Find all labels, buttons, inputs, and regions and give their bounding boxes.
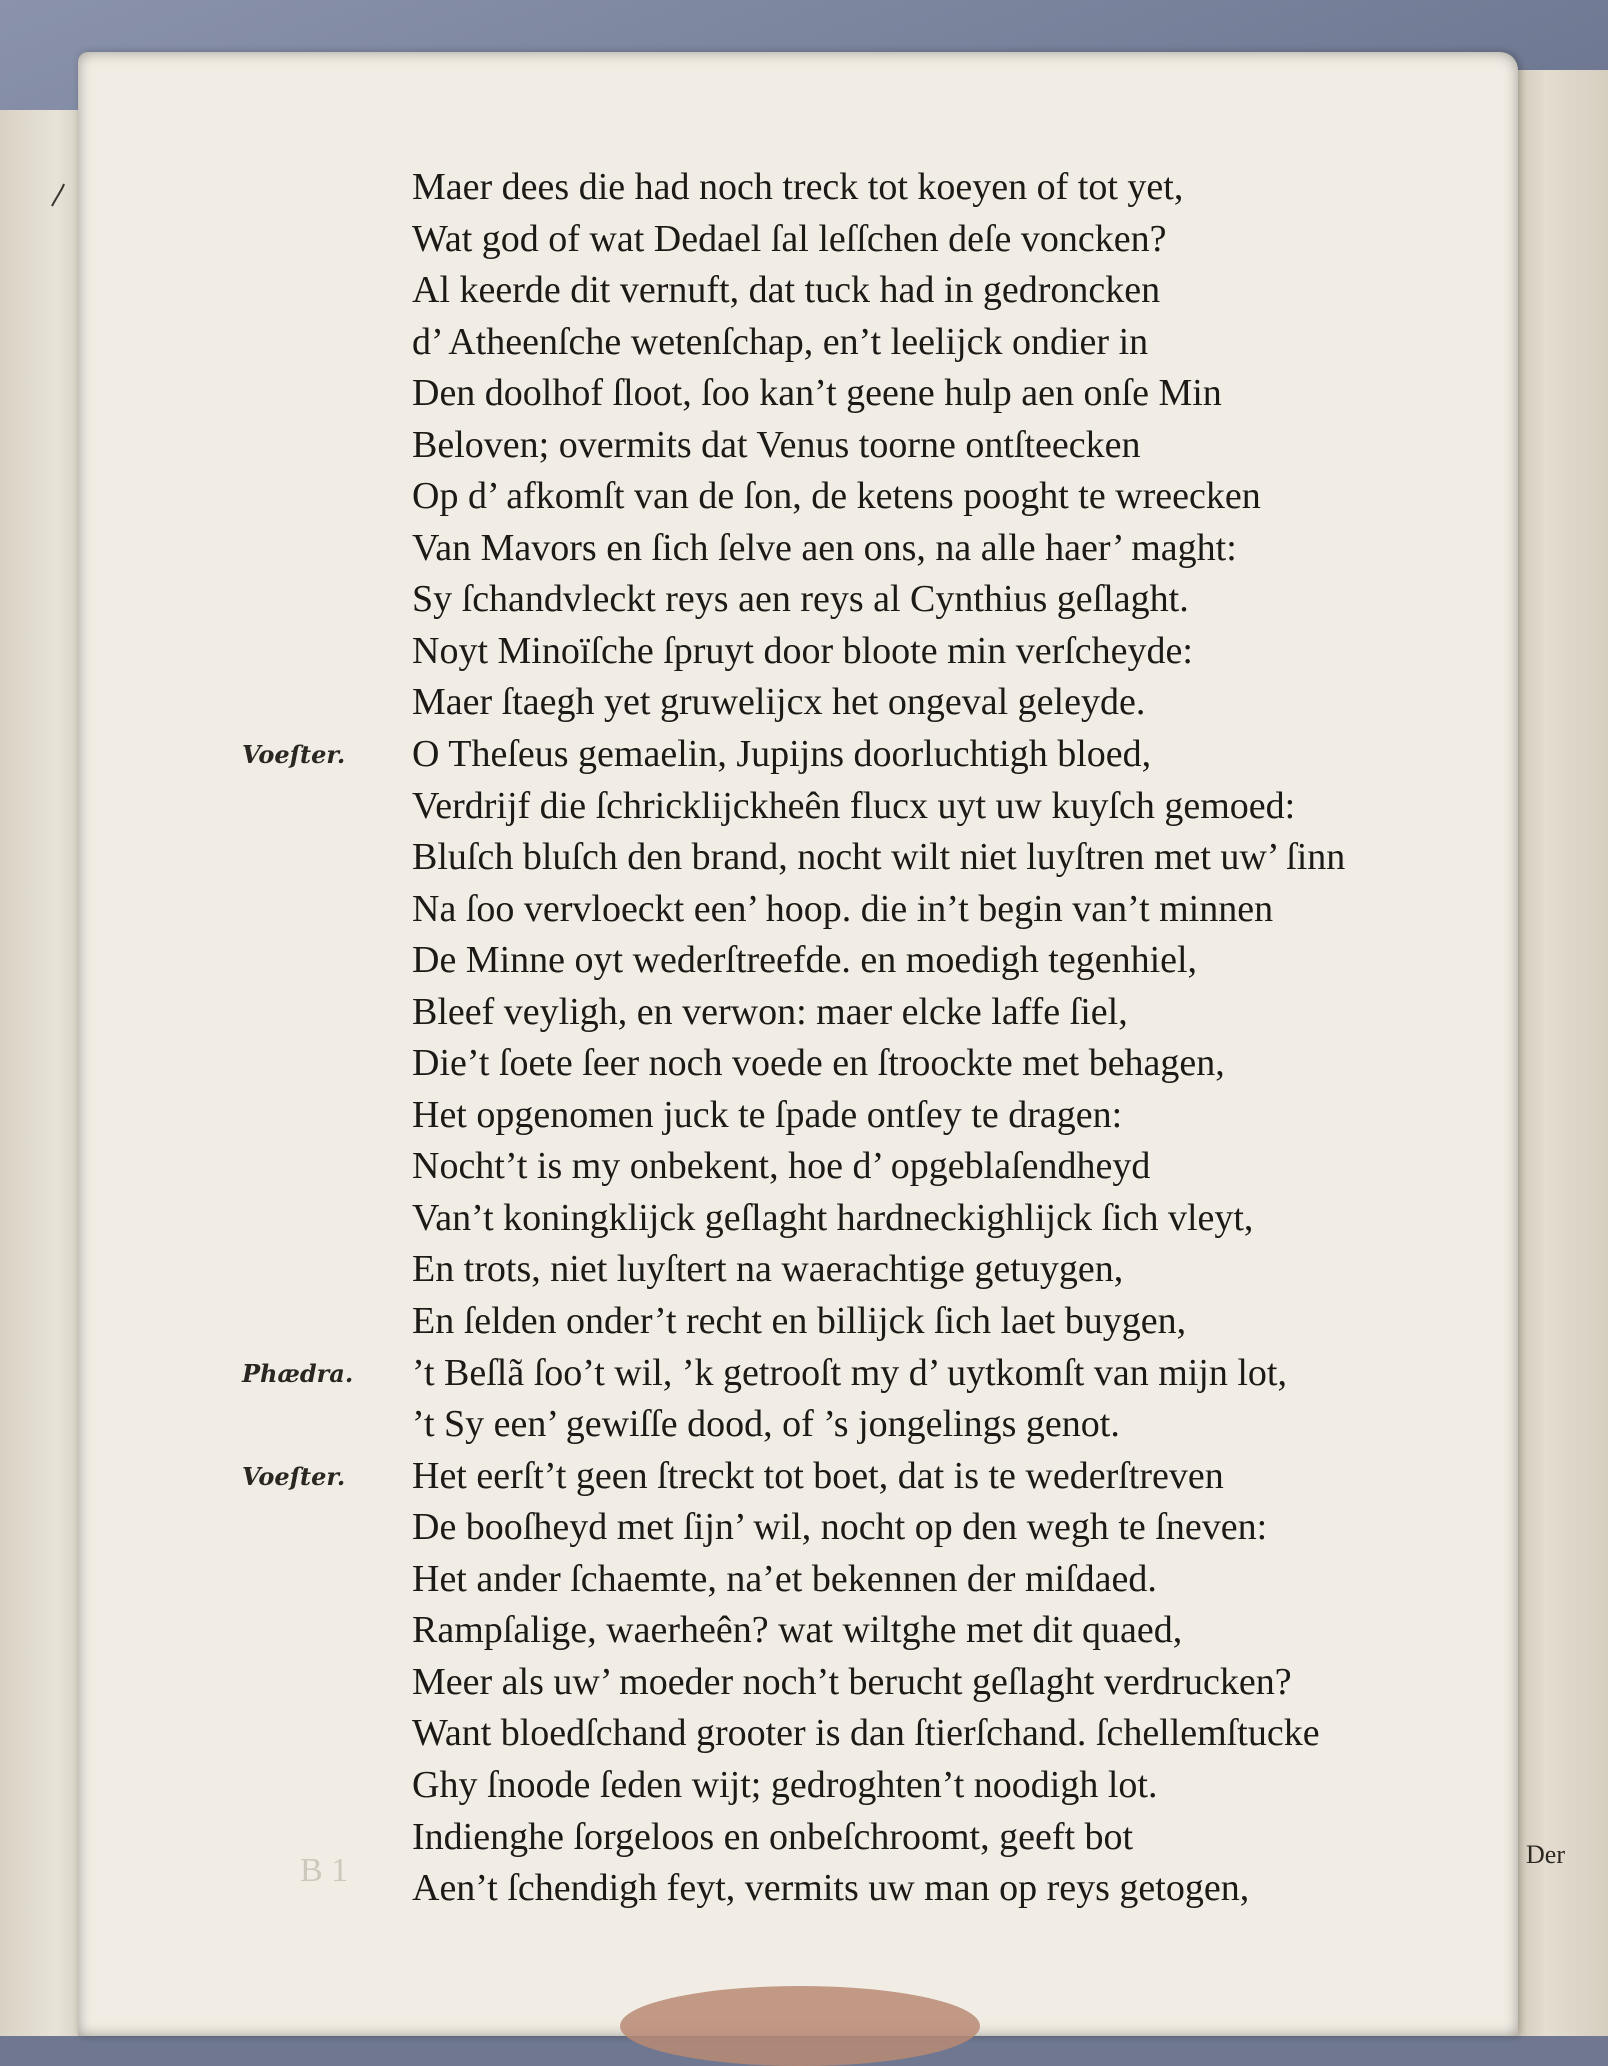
- verse-text: Op d’ afkomſt van de ſon, de ketens pooght te wreecken: [412, 475, 1261, 518]
- verse-text: En ſelden onder’t recht en billijck ſich laet buygen,: [412, 1300, 1187, 1343]
- verse-text: Al keerde dit vernuft, dat tuck had in gedroncken: [412, 269, 1161, 312]
- thumb-holding-page: [620, 1986, 980, 2066]
- verse-line: [412, 832, 1512, 884]
- verse-text: d’ Atheenſche wetenſchap, en’t leelijck ondier in: [412, 320, 1149, 363]
- verse-line: [412, 884, 1512, 936]
- verse-text: Het ander ſchaemte, na’et bekennen der miſdaed.: [412, 1557, 1157, 1600]
- verse-text: Want bloedſchand grooter is dan ſtierſchand. ſchellemſtucke: [412, 1712, 1320, 1755]
- verse-line: [412, 1657, 1512, 1709]
- verse-line: [412, 1244, 1512, 1296]
- verse-line: [412, 1193, 1512, 1245]
- verse-text: Van’t koningklijck geſlaght hardneckighlijck ſich vleyt,: [412, 1196, 1254, 1239]
- verse-line: [412, 1708, 1512, 1760]
- verse-text: ’t Sy een’ gewiſſe dood, of ’s jongelings genot.: [412, 1403, 1120, 1446]
- verse-line: [412, 368, 1512, 420]
- verse-line: [412, 1605, 1512, 1657]
- verse-text: Maer ſtaegh yet gruwelijcx het ongeval geleyde.: [412, 681, 1146, 724]
- verse-text: Beloven; overmits dat Venus toorne ontſteecken: [412, 423, 1141, 466]
- speaker-label: Voeſter.: [242, 1461, 346, 1491]
- verse-line: [412, 1090, 1512, 1142]
- verse-line: [412, 1141, 1512, 1193]
- verse-text: Nocht’t is my onbekent, hoe d’ opgeblaſendheyd: [412, 1145, 1151, 1188]
- signature-mark: B 1: [300, 1852, 349, 1889]
- verse-text: Het opgenomen juck te ſpade ontſey te dragen:: [412, 1093, 1123, 1136]
- verse-text: Bleef veyligh, en verwon: maer elcke laffe ſiel,: [412, 990, 1128, 1033]
- verse-text: Rampſalige, waerheên? wat wiltghe met dit quaed,: [412, 1609, 1183, 1652]
- verse-line: [242, 1451, 1512, 1503]
- verse-line: [412, 574, 1512, 626]
- verse-line: [412, 1296, 1512, 1348]
- verse-text: Na ſoo vervloeckt een’ hoop. die in’t begin van’t minnen: [412, 887, 1274, 930]
- verse-line: [412, 317, 1512, 369]
- verse-line: [412, 420, 1512, 472]
- verse-text: De Minne oyt wederſtreefde. en moedigh tegenhiel,: [412, 939, 1198, 982]
- verse-text: De booſheyd met ſijn’ wil, nocht op den wegh te ſneven:: [412, 1506, 1268, 1549]
- verse-line: [412, 987, 1512, 1039]
- verse-line: [412, 1502, 1512, 1554]
- verse-line: [412, 935, 1512, 987]
- next-page-edge: [1505, 70, 1608, 2036]
- verse-line: [412, 781, 1512, 833]
- verse-text: Meer als uw’ moeder noch’t berucht geſlaght verdrucken?: [412, 1660, 1292, 1703]
- verse-line: [412, 214, 1512, 266]
- verse-text: Aen’t ſchendigh feyt, vermits uw man op reys getogen,: [412, 1867, 1250, 1910]
- verse-text: Ghy ſnoode ſeden wijt; gedroghten’t noodigh lot.: [412, 1763, 1158, 1806]
- verse-text: Sy ſchandvleckt reys aen reys al Cynthius geſlaght.: [412, 578, 1189, 621]
- verse-text: Maer dees die had noch treck tot koeyen of tot yet,: [412, 166, 1184, 208]
- verse-line: [412, 626, 1512, 678]
- verse-text: Indienghe ſorgeloos en onbeſchroomt, geeft bot: [412, 1815, 1134, 1858]
- verse-text: Het eerſt’t geen ſtreckt tot boet, dat is te wederſtreven: [412, 1454, 1224, 1497]
- verse-text: ’t Beſlã ſoo’t wil, ’k getrooſt my d’ uytkomſt van mijn lot,: [412, 1351, 1287, 1394]
- verse-line: [412, 162, 1512, 214]
- verse-text: En trots, niet luyſtert na waerachtige getuygen,: [412, 1248, 1124, 1291]
- verse-text: O Theſeus gemaelin, Jupijns doorluchtigh bloed,: [412, 733, 1152, 776]
- verse-text: Verdrijf die ſchricklijckheên flucx uyt uw kuyſch gemoed:: [412, 784, 1296, 827]
- catchword: Der: [1526, 1840, 1565, 1869]
- verse-line: [412, 523, 1512, 575]
- verse-line: [412, 1399, 1512, 1451]
- verse-line: [412, 1760, 1512, 1812]
- verse-line: [242, 1348, 1512, 1400]
- verse-line: [242, 729, 1512, 781]
- verse-line: [412, 677, 1512, 729]
- verse-line: [412, 471, 1512, 523]
- verse-text: Bluſch bluſch den brand, nocht wilt niet luyſtren met uw’ ſinn: [412, 836, 1346, 879]
- verse-line: [412, 1554, 1512, 1606]
- verse-line: [412, 1038, 1512, 1090]
- ink-mark-icon: [48, 180, 68, 210]
- verse-line: [412, 265, 1512, 317]
- verse-text: Den doolhof ſloot, ſoo kan’t geene hulp aen onſe Min: [412, 372, 1222, 415]
- speaker-label: Phædra.: [242, 1358, 354, 1388]
- speaker-label: Voeſter.: [242, 740, 346, 770]
- verse-line: [412, 1863, 1512, 1915]
- verse-text: Die’t ſoete ſeer noch voede en ſtroockte met behagen,: [412, 1042, 1225, 1085]
- verse-text: Wat god of wat Dedael ſal leſſchen deſe voncken?: [412, 217, 1167, 260]
- verse-text: Noyt Minoïſche ſpruyt door bloote min verſcheyde:: [412, 629, 1193, 672]
- verse-line: [412, 1812, 1512, 1864]
- verse-text: Van Mavors en ſich ſelve aen ons, na alle haer’ maght:: [412, 526, 1237, 569]
